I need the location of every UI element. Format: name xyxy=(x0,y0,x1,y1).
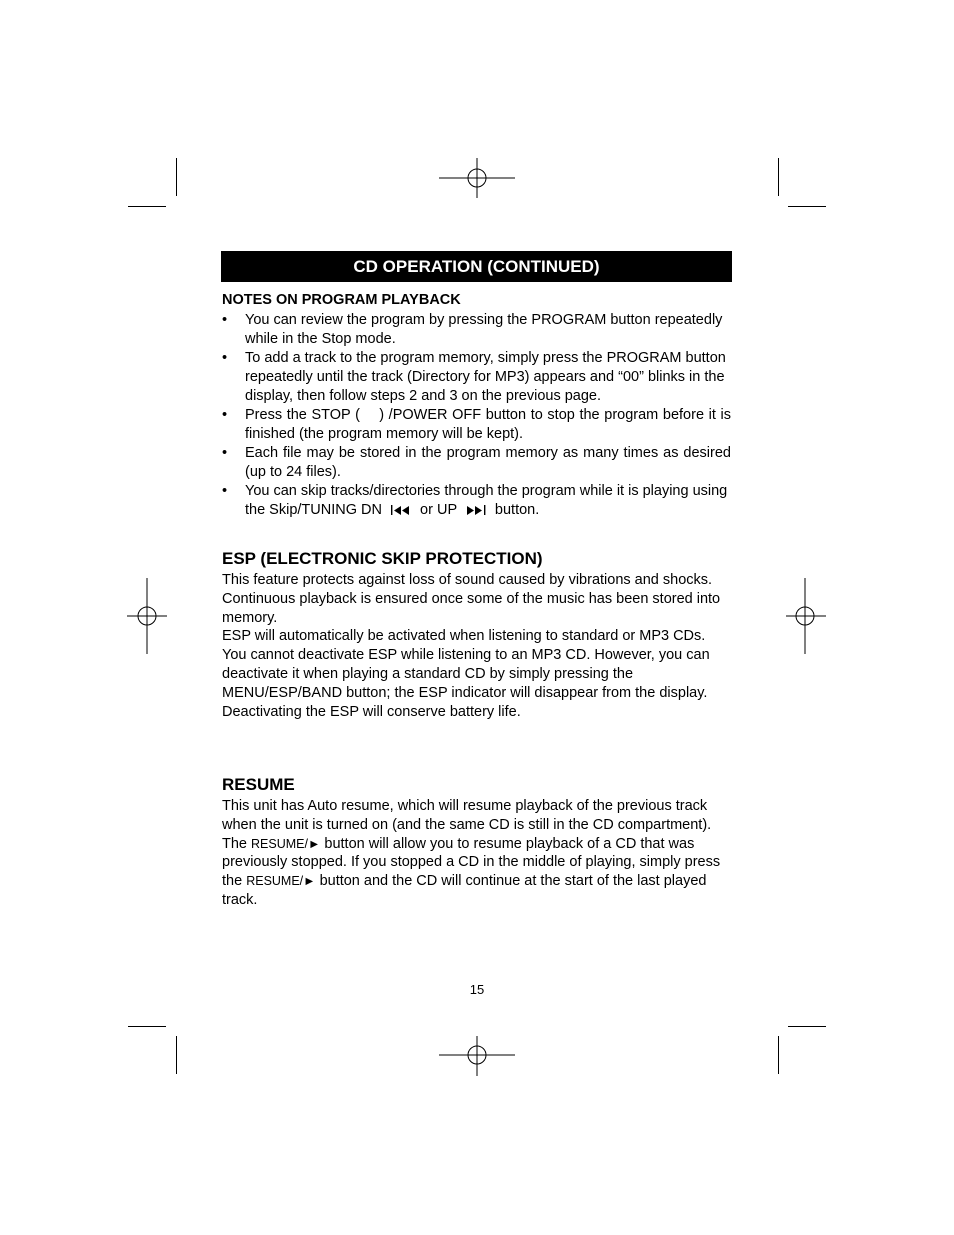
list-item-text: Press the STOP ( xyxy=(245,407,360,423)
registration-mark xyxy=(127,578,167,654)
resume-text: The xyxy=(222,835,247,852)
resume-body xyxy=(222,797,722,910)
section-banner: CD OPERATION (CONTINUED) xyxy=(221,251,732,282)
list-item-text: or UP xyxy=(420,502,457,518)
skip-forward-icon xyxy=(465,504,487,516)
list-item xyxy=(222,349,731,406)
bullet: • xyxy=(222,350,228,366)
list-item xyxy=(222,311,731,349)
list-item xyxy=(222,444,731,482)
registration-mark xyxy=(439,158,515,198)
list-item-text: To add a track to the program memory, simply press the PROGRAM button repeatedly until the track (Directory for MP3) appears and “00” blinks in the display, then follow steps 2 and 3 on the previous page. xyxy=(245,350,726,404)
list-item-text: You can review the program by pressing the PROGRAM button repeatedly while in the Stop mode. xyxy=(245,312,723,347)
crop-mark xyxy=(778,158,779,196)
list-item-text: You can skip tracks/directories through the program while it is playing using the Skip/TUNING DN xyxy=(245,483,728,518)
esp-paragraph: ESP will automatically be activated when listening to standard or MP3 CDs. You cannot deactivate ESP while listening to an MP3 CD. However, you can deactivate it when playing a standard CD by simply pressing the MENU/ESP/BAND button; the ESP indicator will disappear from the display. Deactivating the ESP will conserve battery life. xyxy=(222,628,710,720)
registration-mark xyxy=(439,1036,515,1076)
program-notes-list xyxy=(222,311,731,520)
crop-mark xyxy=(788,206,826,207)
list-item-text: ) /POWER OFF button to stop the program before it is finished (the program memory will be kept). xyxy=(245,407,731,442)
bullet: • xyxy=(222,407,228,423)
crop-mark xyxy=(128,1026,166,1027)
esp-heading: ESP (ELECTRONIC SKIP PROTECTION) xyxy=(222,549,543,568)
resume-button-label: RESUME/► xyxy=(251,836,321,851)
list-item xyxy=(222,482,731,520)
esp-body xyxy=(222,571,732,721)
crop-mark xyxy=(128,206,166,207)
crop-mark xyxy=(778,1036,779,1074)
bullet: • xyxy=(222,312,228,328)
program-notes-heading: NOTES ON PROGRAM PLAYBACK xyxy=(222,292,461,308)
skip-back-icon xyxy=(390,504,412,516)
crop-mark xyxy=(176,158,177,196)
resume-paragraph: This unit has Auto resume, which will resume playback of the previous track when the unit is turned on (and the same CD is still in the CD compartment). xyxy=(222,798,712,833)
resume-button-label: RESUME/► xyxy=(246,874,316,889)
page-number: 15 xyxy=(469,982,485,997)
resume-heading: RESUME xyxy=(222,775,295,794)
bullet: • xyxy=(222,483,228,499)
bullet: • xyxy=(222,445,228,461)
list-item xyxy=(222,406,731,444)
list-item-text: Each file may be stored in the program memory as many times as desired (up to 24 files). xyxy=(245,445,731,480)
crop-mark xyxy=(176,1036,177,1074)
list-item-text: button. xyxy=(494,502,540,518)
resume-paragraph xyxy=(222,835,722,910)
registration-mark xyxy=(786,578,826,654)
resume-text: button and the CD will continue at the start of the last played track. xyxy=(222,873,707,908)
resume-text: button will allow you to resume playback of a CD that was previously stopped. If you stopped a CD in the middle of playing, simply press the xyxy=(222,835,721,890)
esp-paragraph: This feature protects against loss of sound caused by vibrations and shocks. Continuous playback is ensured once some of the music has been stored into memory. xyxy=(222,572,721,626)
crop-mark xyxy=(788,1026,826,1027)
